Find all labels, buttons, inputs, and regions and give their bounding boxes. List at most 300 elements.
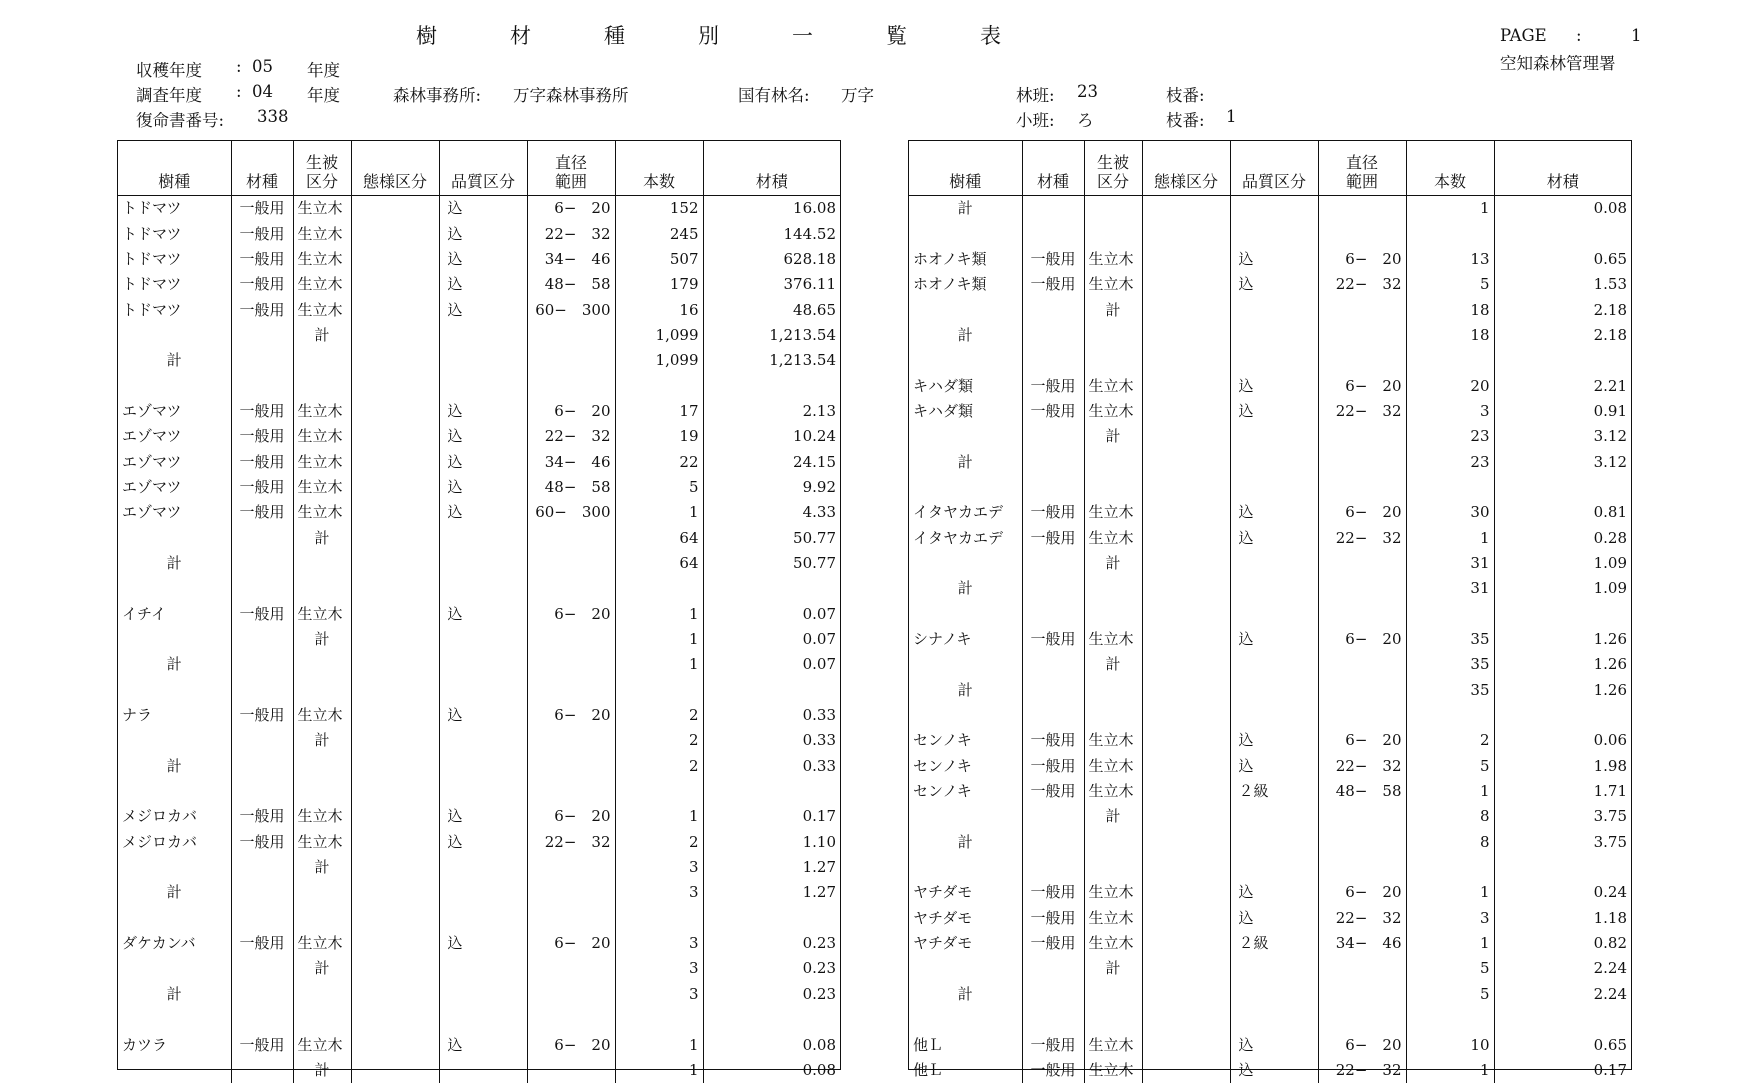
material-cell: 一般用 [231, 424, 293, 449]
quality-cell [439, 779, 527, 804]
diameter-cell [527, 855, 615, 880]
mode-cell [1142, 221, 1230, 246]
col-quality: 品質区分 [439, 141, 527, 196]
material-cell [1022, 1007, 1084, 1032]
diameter-cell: 22− 32 [527, 424, 615, 449]
table-row [909, 906, 1631, 931]
table-row [909, 855, 1631, 880]
title-char: 一 [792, 24, 813, 48]
count-cell [1406, 348, 1494, 373]
mode-cell [1142, 906, 1230, 931]
table-row [909, 373, 1631, 398]
growth-cell: 生立木 [1084, 627, 1142, 652]
mode-cell [1142, 348, 1230, 373]
quality-cell [1230, 297, 1318, 322]
growth-cell: 計 [293, 855, 351, 880]
volume-cell: 1.09 [1593, 553, 1627, 572]
table-row [118, 475, 840, 500]
mode-cell [351, 525, 439, 550]
diameter-cell [1318, 348, 1406, 373]
count-cell: 30 [1406, 500, 1494, 525]
table-row [118, 880, 840, 905]
table-row [118, 196, 840, 222]
col-count: 本数 [615, 141, 703, 196]
title-char: 材 [510, 24, 531, 48]
species-cell: カツラ [118, 1032, 231, 1057]
mode-cell [1142, 399, 1230, 424]
mode-cell [351, 399, 439, 424]
count-cell: 3 [615, 956, 703, 981]
volume-cell: 3.12 [1593, 452, 1627, 471]
volume-cell: 0.08 [802, 1035, 836, 1054]
growth-cell: 生立木 [1084, 880, 1142, 905]
volume-cell: 3.75 [1593, 832, 1627, 851]
species-cell [118, 906, 231, 931]
title-char: 樹 [416, 24, 437, 48]
growth-cell: 生立木 [293, 297, 351, 322]
mode-cell [351, 373, 439, 398]
table-row [909, 652, 1631, 677]
quality-cell [1230, 1007, 1318, 1032]
col-species: 樹種 [909, 141, 1022, 196]
quality-cell: 込 [439, 1032, 527, 1057]
diameter-cell: 6− 20 [1318, 247, 1406, 272]
table-row [909, 982, 1631, 1007]
mode-cell [1142, 475, 1230, 500]
table-row [909, 272, 1631, 297]
growth-cell: 生立木 [1084, 525, 1142, 550]
volume-cell: 50.77 [793, 553, 836, 572]
material-cell [1022, 348, 1084, 373]
quality-cell: 込 [1230, 906, 1318, 931]
species-cell: 計 [118, 754, 231, 779]
count-cell: 3 [1406, 906, 1494, 931]
harvest-year-label: 収穫年度 [136, 61, 202, 80]
quality-cell [1230, 323, 1318, 348]
diameter-cell: 22− 32 [1318, 906, 1406, 931]
count-cell: 10 [1406, 1032, 1494, 1057]
mode-cell [1142, 602, 1230, 627]
count-cell [615, 906, 703, 931]
species-cell: ダケカンバ [118, 931, 231, 956]
harvest-year-unit: 年度 [307, 61, 340, 80]
quality-cell: 込 [1230, 627, 1318, 652]
growth-cell [293, 373, 351, 398]
mode-cell [1142, 247, 1230, 272]
species-cell: エゾマツ [118, 449, 231, 474]
quality-cell [439, 728, 527, 753]
diameter-cell [1318, 804, 1406, 829]
count-cell: 1,099 [615, 348, 703, 373]
count-cell: 2 [615, 728, 703, 753]
mode-cell [1142, 576, 1230, 601]
material-cell: 一般用 [1022, 754, 1084, 779]
material-cell: 一般用 [231, 703, 293, 728]
growth-cell: 生立木 [293, 500, 351, 525]
quality-cell: ２級 [1230, 779, 1318, 804]
mode-cell [1142, 804, 1230, 829]
species-cell: イタヤカエデ [909, 500, 1022, 525]
volume-cell: 0.28 [1593, 528, 1627, 547]
count-cell: 2 [615, 754, 703, 779]
table-row [909, 830, 1631, 855]
growth-cell: 生立木 [1084, 754, 1142, 779]
material-cell: 一般用 [1022, 247, 1084, 272]
growth-cell: 生立木 [293, 931, 351, 956]
diameter-cell [1318, 297, 1406, 322]
material-cell [1022, 678, 1084, 703]
growth-cell [293, 576, 351, 601]
growth-cell: 計 [1084, 804, 1142, 829]
volume-cell: 1.53 [1593, 275, 1627, 294]
page-sep: : [1576, 26, 1582, 45]
harvest-year-value: : 05 [236, 57, 274, 76]
col-growth: 生被 区分 [293, 141, 351, 196]
quality-cell [1230, 703, 1318, 728]
growth-cell: 生立木 [1084, 779, 1142, 804]
table-row [118, 703, 840, 728]
species-cell: 計 [118, 982, 231, 1007]
material-cell: 一般用 [1022, 1032, 1084, 1057]
count-cell [1406, 703, 1494, 728]
growth-cell [1084, 221, 1142, 246]
quality-cell: 込 [439, 602, 527, 627]
diameter-cell [1318, 424, 1406, 449]
material-cell [1022, 297, 1084, 322]
mode-cell [351, 931, 439, 956]
quality-cell: 込 [1230, 373, 1318, 398]
table-row [118, 804, 840, 829]
quality-cell [439, 373, 527, 398]
growth-cell: 計 [293, 525, 351, 550]
mode-cell [351, 196, 439, 222]
diameter-cell [527, 678, 615, 703]
diameter-cell: 6− 20 [1318, 1032, 1406, 1057]
title-char: 表 [980, 24, 1001, 48]
material-cell [1022, 424, 1084, 449]
count-cell: 1 [615, 1032, 703, 1057]
material-cell [231, 779, 293, 804]
count-cell: 2 [615, 830, 703, 855]
growth-cell [1084, 982, 1142, 1007]
material-cell: 一般用 [231, 931, 293, 956]
volume-cell: 1.98 [1593, 756, 1627, 775]
species-cell [118, 627, 231, 652]
species-cell: 計 [909, 196, 1022, 222]
material-cell: 一般用 [231, 221, 293, 246]
count-cell: 1 [1406, 1058, 1494, 1083]
quality-cell: 込 [1230, 880, 1318, 905]
quality-cell: 込 [439, 196, 527, 222]
volume-cell [703, 906, 840, 931]
material-cell [231, 982, 293, 1007]
diameter-cell: 22− 32 [1318, 399, 1406, 424]
mode-cell [1142, 779, 1230, 804]
diameter-cell [1318, 1007, 1406, 1032]
count-cell: 5 [1406, 982, 1494, 1007]
count-cell: 17 [615, 399, 703, 424]
species-cell [909, 221, 1022, 246]
mode-cell [351, 728, 439, 753]
quality-cell [1230, 348, 1318, 373]
species-cell: ホオノキ類 [909, 247, 1022, 272]
species-cell [909, 652, 1022, 677]
volume-cell: 628.18 [783, 249, 836, 268]
volume-cell [703, 576, 840, 601]
quality-cell: 込 [1230, 272, 1318, 297]
growth-cell: 生立木 [1084, 500, 1142, 525]
quality-cell [439, 348, 527, 373]
table-row [118, 449, 840, 474]
species-cell: 他Ｌ [909, 1032, 1022, 1057]
table-row [118, 500, 840, 525]
growth-cell: 生立木 [293, 703, 351, 728]
species-cell: ナラ [118, 703, 231, 728]
volume-cell: 0.65 [1593, 1035, 1627, 1054]
diameter-cell [1318, 602, 1406, 627]
mode-cell [1142, 754, 1230, 779]
diameter-cell: 6− 20 [1318, 500, 1406, 525]
table-row [118, 399, 840, 424]
count-cell: 18 [1406, 323, 1494, 348]
table-row [909, 728, 1631, 753]
mode-cell [351, 804, 439, 829]
material-cell [231, 348, 293, 373]
species-cell: トドマツ [118, 272, 231, 297]
count-cell: 8 [1406, 804, 1494, 829]
species-cell [909, 602, 1022, 627]
species-cell: センノキ [909, 779, 1022, 804]
count-cell [1406, 221, 1494, 246]
col-material: 材種 [1022, 141, 1084, 196]
material-cell: 一般用 [231, 247, 293, 272]
forest-office-value: 万字森林事務所 [513, 86, 629, 105]
material-cell [1022, 602, 1084, 627]
col-count: 本数 [1406, 141, 1494, 196]
count-cell: 35 [1406, 652, 1494, 677]
volume-cell: 0.07 [802, 655, 836, 674]
growth-cell [293, 982, 351, 1007]
diameter-cell: 6− 20 [1318, 728, 1406, 753]
count-cell: 5 [1406, 956, 1494, 981]
quality-cell: 込 [439, 830, 527, 855]
growth-cell: 生立木 [1084, 1032, 1142, 1057]
material-cell [231, 525, 293, 550]
growth-cell [293, 906, 351, 931]
count-cell [1406, 1007, 1494, 1032]
table-row [909, 880, 1631, 905]
diameter-cell: 6− 20 [527, 602, 615, 627]
mode-cell [351, 1007, 439, 1032]
diameter-cell [1318, 221, 1406, 246]
volume-cell [1494, 703, 1631, 728]
species-cell [118, 728, 231, 753]
volume-cell: 0.08 [1593, 199, 1627, 218]
quality-cell [439, 627, 527, 652]
species-cell [118, 1007, 231, 1032]
species-cell: 計 [909, 678, 1022, 703]
volume-cell [1494, 602, 1631, 627]
diameter-cell [527, 779, 615, 804]
species-cell: 計 [118, 551, 231, 576]
diameter-cell [1318, 551, 1406, 576]
species-cell [118, 855, 231, 880]
growth-cell: 生立木 [293, 830, 351, 855]
count-cell: 35 [1406, 627, 1494, 652]
diameter-cell [1318, 475, 1406, 500]
material-cell: 一般用 [1022, 779, 1084, 804]
species-cell: 他Ｌ [909, 1058, 1022, 1083]
quality-cell: 込 [1230, 399, 1318, 424]
table-row [118, 1007, 840, 1032]
quality-cell [1230, 424, 1318, 449]
count-cell: 2 [1406, 728, 1494, 753]
mode-cell [351, 779, 439, 804]
growth-cell [293, 652, 351, 677]
count-cell [615, 576, 703, 601]
volume-cell: 24.15 [793, 452, 836, 471]
count-cell [615, 779, 703, 804]
volume-cell: 0.33 [802, 731, 836, 750]
mode-cell [351, 678, 439, 703]
mode-cell [351, 221, 439, 246]
growth-cell: 計 [293, 323, 351, 348]
material-cell [1022, 196, 1084, 222]
quality-cell [1230, 551, 1318, 576]
count-cell: 245 [615, 221, 703, 246]
diameter-cell: 6− 20 [1318, 627, 1406, 652]
growth-cell [293, 1007, 351, 1032]
quality-cell [1230, 982, 1318, 1007]
diameter-cell: 34− 46 [527, 247, 615, 272]
diameter-cell [1318, 703, 1406, 728]
species-cell: エゾマツ [118, 475, 231, 500]
volume-cell [1494, 855, 1631, 880]
table-row [909, 779, 1631, 804]
table-row [909, 399, 1631, 424]
count-cell: 5 [1406, 272, 1494, 297]
material-cell: 一般用 [231, 475, 293, 500]
count-cell: 3 [615, 931, 703, 956]
diameter-cell: 6− 20 [527, 703, 615, 728]
growth-cell: 生立木 [293, 475, 351, 500]
growth-cell [293, 754, 351, 779]
species-cell: ヤチダモ [909, 931, 1022, 956]
material-cell [231, 880, 293, 905]
species-cell [909, 297, 1022, 322]
mode-cell [351, 830, 439, 855]
mode-cell [1142, 196, 1230, 222]
quality-cell: 込 [439, 804, 527, 829]
volume-cell: 0.23 [802, 984, 836, 1003]
growth-cell: 計 [1084, 652, 1142, 677]
material-cell: 一般用 [231, 272, 293, 297]
table-row [118, 754, 840, 779]
volume-cell: 1,213.54 [769, 325, 836, 344]
table-row [909, 424, 1631, 449]
table-row [909, 221, 1631, 246]
volume-cell [1494, 1007, 1631, 1032]
species-cell [909, 956, 1022, 981]
species-cell [909, 1007, 1022, 1032]
material-cell [231, 1058, 293, 1083]
volume-cell: 50.77 [793, 528, 836, 547]
volume-cell: 0.81 [1593, 503, 1627, 522]
material-cell [1022, 830, 1084, 855]
count-cell: 64 [615, 525, 703, 550]
material-cell: 一般用 [1022, 906, 1084, 931]
growth-cell: 生立木 [293, 196, 351, 222]
material-cell [1022, 652, 1084, 677]
material-cell [1022, 323, 1084, 348]
page-number: 1 [1631, 26, 1642, 45]
growth-cell: 計 [293, 956, 351, 981]
national-forest-value: 万字 [841, 86, 874, 105]
page-label: PAGE [1500, 26, 1547, 45]
table-row [118, 247, 840, 272]
diameter-cell [527, 348, 615, 373]
species-cell [118, 525, 231, 550]
species-cell: シナノキ [909, 627, 1022, 652]
table-row [118, 678, 840, 703]
material-cell [1022, 982, 1084, 1007]
growth-cell [1084, 1007, 1142, 1032]
volume-cell: 144.52 [783, 224, 836, 243]
growth-cell [1084, 348, 1142, 373]
count-cell: 3 [615, 982, 703, 1007]
table-row [909, 525, 1631, 550]
table-row [118, 652, 840, 677]
mode-cell [351, 323, 439, 348]
volume-cell: 3.75 [1593, 807, 1627, 826]
count-cell: 1 [1406, 196, 1494, 222]
quality-cell [439, 906, 527, 931]
quality-cell: 込 [1230, 1032, 1318, 1057]
material-cell [1022, 576, 1084, 601]
growth-cell: 生立木 [1084, 906, 1142, 931]
branch-value-2: 1 [1226, 107, 1237, 126]
growth-cell [1084, 830, 1142, 855]
diameter-cell: 48− 58 [527, 272, 615, 297]
quality-cell [1230, 855, 1318, 880]
growth-cell: 生立木 [293, 424, 351, 449]
species-cell: エゾマツ [118, 500, 231, 525]
species-cell: エゾマツ [118, 399, 231, 424]
col-mode: 態様区分 [351, 141, 439, 196]
subcompartment-value: ろ [1077, 111, 1094, 130]
material-cell [1022, 551, 1084, 576]
mode-cell [351, 576, 439, 601]
quality-cell: 込 [1230, 247, 1318, 272]
volume-cell: 0.65 [1593, 249, 1627, 268]
table-row [909, 1007, 1631, 1032]
growth-cell: 計 [293, 627, 351, 652]
table-row [118, 297, 840, 322]
species-cell [118, 956, 231, 981]
quality-cell: 込 [1230, 1058, 1318, 1083]
quality-cell [439, 1058, 527, 1083]
diameter-cell [527, 1058, 615, 1083]
table-row [909, 551, 1631, 576]
growth-cell [1084, 449, 1142, 474]
quality-cell [1230, 830, 1318, 855]
species-cell: キハダ類 [909, 373, 1022, 398]
mode-cell [351, 1058, 439, 1083]
mode-cell [1142, 855, 1230, 880]
species-cell: メジロカバ [118, 804, 231, 829]
mode-cell [1142, 551, 1230, 576]
quality-cell [1230, 956, 1318, 981]
